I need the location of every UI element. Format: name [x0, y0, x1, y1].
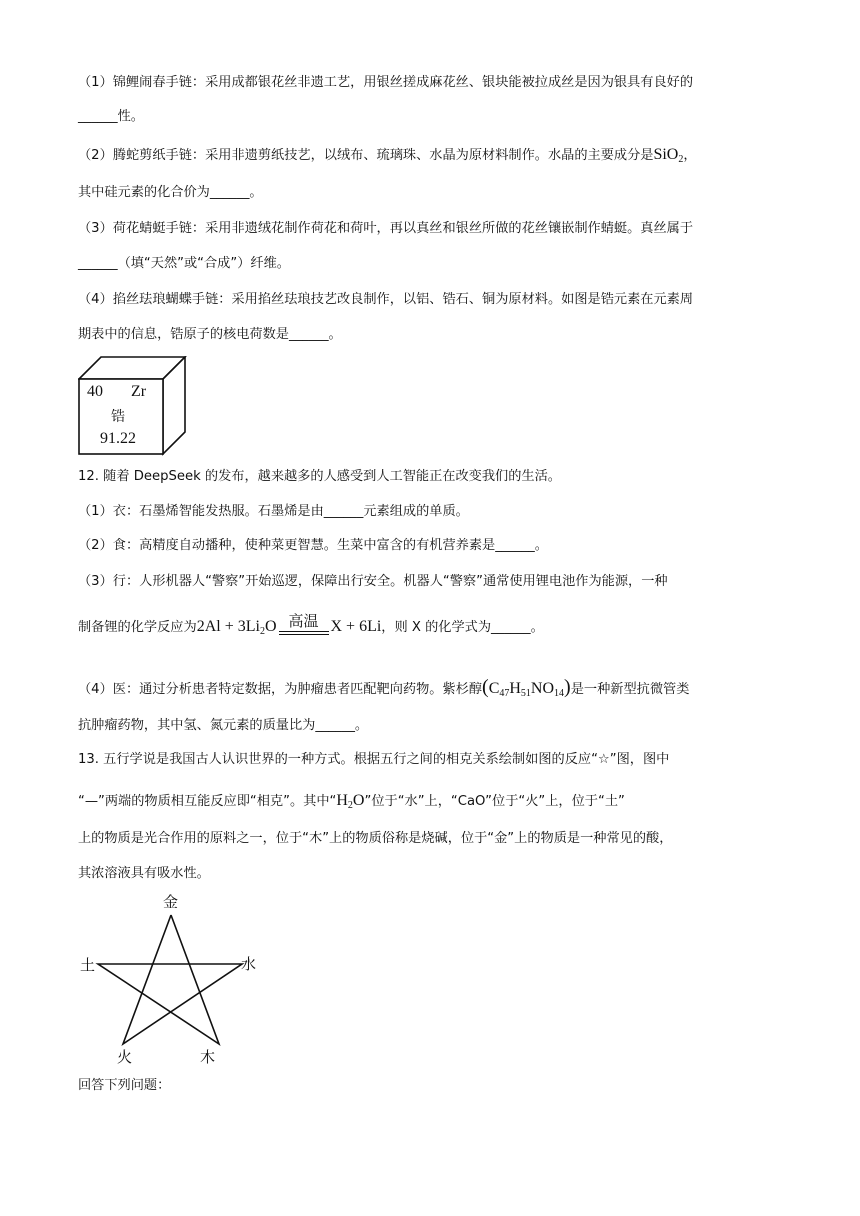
element-zr-card — [78, 356, 188, 456]
q11-part2-line2: 其中硅元素的化合价为______。 — [78, 185, 263, 200]
q11-part2-text: （2）腾蛇剪纸手链：采用非遗剪纸技艺，以绒布、琉璃珠、水晶为原材料制作。水晶的主要成分是 — [78, 148, 654, 163]
h2o-formula: $H_2O$ — [336, 792, 365, 811]
star-label-water: 水 — [241, 955, 257, 973]
reaction-condition-sign: 高温 — [279, 619, 329, 635]
star-label-wood: 木 — [200, 1048, 216, 1066]
q13-line4: 其浓溶液具有吸水性。 — [78, 866, 210, 881]
q13-line2: “—”两端的物质相互能反应即“相克”。其中“$H_2O$”位于“水”上，“CaO”位于“火”上，位于“土” — [78, 792, 625, 811]
q12-title: 12. 随着 DeepSeek 的发布，越来越多的人感受到人工智能正在改变我们的生活。 — [78, 469, 561, 484]
q12-part1: （1）衣：石墨烯智能发热服。石墨烯是由______元素组成的单质。 — [78, 504, 469, 519]
q11-part1-line2: ______性。 — [78, 109, 144, 124]
element-atomic-number: 40 — [87, 383, 103, 400]
five-element-star-diagram — [95, 913, 245, 1048]
q13-line1: 13. 五行学说是我国古人认识世界的一种方式。根据五行之间的相克关系绘制如图的反应“☆”图，图中 — [78, 752, 670, 767]
element-atomic-mass: 91.22 — [100, 430, 136, 447]
q11-part3-line2: ______（填“天然”或“合成”）纤维。 — [78, 256, 290, 271]
sio2-formula: SiO$_2$ — [653, 146, 684, 165]
q11-part1-line1: （1）锦鲤闹春手链：采用成都银花丝非遗工艺，用银丝搓成麻花丝、银块能被拉成丝是因为银具有良好的 — [78, 75, 694, 90]
q12-part3-line2: 制备锂的化学反应为$2Al + 3Li_2O$ 高温 X + 6Li，则 X 的化学式为______。 — [78, 614, 544, 637]
q11-part4-line2: 期表中的信息，锆原子的核电荷数是______。 — [78, 327, 342, 342]
q12-part4-line2: 抗肿瘤药物，其中氢、氮元素的质量比为______。 — [78, 718, 369, 733]
q11-part4-line1: （4）掐丝珐琅蝴蝶手链：采用掐丝珐琅技艺改良制作，以铝、锆石、铜为原材料。如图是锆元素在元素周 — [78, 292, 694, 307]
q11-part2-line1: （2）腾蛇剪纸手链：采用非遗剪纸技艺，以绒布、琉璃珠、水晶为原材料制作。水晶的主要成分是SiO$_2$， — [78, 146, 697, 165]
paclitaxel-formula: $C_{47}H_{51}NO_{14}$ — [488, 680, 565, 699]
star-label-metal: 金 — [163, 893, 179, 911]
q12-part4-line1: （4）医：通过分析患者特定数据，为肿瘤患者匹配靶向药物。紫杉醇$(C_{47}H_{51}NO_{14})$是一种新型抗微管类 — [78, 676, 690, 699]
element-name: 锆 — [111, 409, 125, 425]
q12-part2: （2）食：高精度自动播种，使种菜更智慧。生菜中富含的有机营养素是______。 — [78, 538, 548, 553]
element-symbol: Zr — [131, 383, 147, 400]
q11-part3-line1: （3）荷花蜻蜓手链：采用非遗绒花制作荷花和荷叶，再以真丝和银丝所做的花丝镶嵌制作蜻蜓。真丝属于 — [78, 221, 694, 236]
star-label-fire: 火 — [117, 1048, 133, 1066]
reaction-equation: $2Al + 3Li_2O$ 高温 X + 6Li — [196, 614, 382, 637]
star-label-earth: 土 — [80, 956, 96, 974]
answer-prompt: 回答下列问题： — [78, 1078, 171, 1093]
q12-part3-line1: （3）行：人形机器人“警察”开始巡逻，保障出行安全。机器人“警察”通常使用锂电池作为能源，一种 — [78, 574, 668, 589]
q13-line3: 上的物质是光合作用的原料之一，位于“木”上的物质俗称是烧碱，位于“金”上的物质是一种常见的酸， — [78, 831, 673, 846]
